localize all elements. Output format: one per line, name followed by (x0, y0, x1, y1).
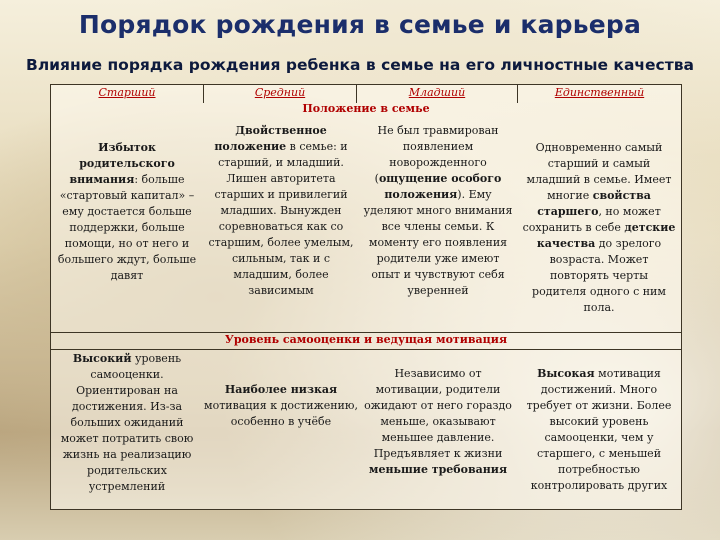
plain-text: большего ждут, больше (57, 253, 197, 266)
cell-line (357, 414, 519, 430)
bold-text: ощущение особого (378, 172, 502, 185)
plain-text: Ориентирован на (76, 384, 178, 397)
header-only: Единственный (554, 86, 645, 99)
plain-text: родительских (87, 464, 167, 477)
cell-line (53, 268, 201, 284)
cell-line (519, 430, 679, 446)
plain-text: контролировать других (530, 479, 668, 492)
cell-line (519, 284, 679, 300)
plain-text: «стартовый капитал» – (59, 189, 195, 202)
cell-line (53, 204, 201, 220)
plain-text: ). Ему (457, 188, 492, 201)
plain-text: может потратить свою (60, 432, 194, 445)
plain-text: достижений. Много (540, 383, 658, 396)
section-divider (51, 349, 681, 350)
plain-text: самооценки, чем у (544, 431, 654, 444)
bold-text: положения (384, 188, 458, 201)
cell-line (53, 351, 201, 367)
plain-text: до зрелого (595, 237, 662, 250)
cell-line (519, 300, 679, 316)
plain-text: все члены семьи. К (381, 220, 495, 233)
plain-text: ожидают от него гораздо (364, 399, 512, 412)
header-youngest: Младший (408, 86, 466, 99)
plain-text: достижения. Из-за (71, 400, 183, 413)
plain-text: давят (110, 269, 144, 282)
cell-line (203, 267, 359, 283)
cell-line (203, 171, 359, 187)
cell-line (519, 220, 679, 236)
plain-text: потребностью (558, 463, 640, 476)
plain-text: младший в семье. Имеет (526, 173, 672, 186)
cell-line (53, 220, 201, 236)
cell-motivation-oldest (53, 351, 201, 495)
plain-text: уверенней (407, 284, 469, 297)
plain-text: родителя одного с ним (532, 285, 666, 298)
bold-text: Двойственное (235, 124, 327, 137)
cell-line (203, 251, 359, 267)
cell-line (53, 415, 201, 431)
bold-text: Наиболее низкая (224, 383, 338, 396)
cell-line (203, 283, 359, 299)
slide-subtitle: Влияние порядка рождения ребенка в семье на его личностные качества (26, 56, 694, 74)
plain-text: родители уже имеют (376, 252, 500, 265)
cell-line (519, 446, 679, 462)
cell-line (53, 236, 201, 252)
section-label-motivation: Уровень самооценки и ведущая мотивация (224, 333, 508, 346)
header-middle: Средний (254, 86, 306, 99)
plain-text: Независимо от (394, 367, 482, 380)
cell-line (357, 203, 519, 219)
cell-line (203, 219, 359, 235)
cell-motivation-only (519, 366, 679, 494)
cell-line (203, 187, 359, 203)
bold-text: детские (624, 221, 676, 234)
bold-text: меньшие требования (368, 463, 508, 476)
cell-line (519, 462, 679, 478)
plain-text: устремлений (88, 480, 166, 493)
cell-line (203, 155, 359, 171)
cell-position-only (519, 140, 679, 316)
cell-line (519, 252, 679, 268)
plain-text: Предъявляет к жизни (373, 447, 503, 460)
plain-text: старший, и младший. (218, 156, 344, 169)
cell-line (357, 171, 519, 187)
plain-text: старшим, более умелым, (208, 236, 354, 249)
cell-line (357, 123, 519, 139)
cell-line (53, 431, 201, 447)
cell-line (203, 123, 359, 139)
cell-line (203, 235, 359, 251)
cell-line (357, 267, 519, 283)
plain-text: зависимым (248, 284, 314, 297)
cell-line (519, 382, 679, 398)
bold-text: Высокая (537, 367, 595, 380)
cell-line (519, 398, 679, 414)
plain-text: , но может (598, 205, 661, 218)
plain-text: повторять черты (549, 269, 649, 282)
cell-line (357, 235, 519, 251)
plain-text: самооценки. (90, 368, 164, 381)
cell-motivation-middle (201, 382, 361, 430)
plain-text: возраста. Может (549, 253, 649, 266)
cell-line (53, 367, 201, 383)
plain-text: Одновременно самый (535, 141, 663, 154)
plain-text: мотивация (594, 367, 661, 380)
cell-line (53, 447, 201, 463)
plain-text: младших. Вынужден (220, 204, 342, 217)
cell-line (203, 203, 359, 219)
plain-text: жизнь на реализацию (62, 448, 192, 461)
cell-line (519, 366, 679, 382)
cell-line (201, 382, 361, 398)
cell-line (519, 236, 679, 252)
plain-text: новорожденного (389, 156, 487, 169)
plain-text: в семье: и (286, 140, 348, 153)
plain-text: опыт и чувствуют себя (371, 268, 505, 281)
cell-line (53, 479, 201, 495)
plain-text: : больше (134, 173, 185, 186)
cell-line (357, 139, 519, 155)
cell-line (53, 463, 201, 479)
plain-text: уделяют много внимания (363, 204, 513, 217)
cell-line (53, 252, 201, 268)
cell-position-youngest (357, 123, 519, 299)
header-oldest: Старший (98, 86, 156, 99)
plain-text: меньше, оказывают (380, 415, 496, 428)
cell-line (357, 462, 519, 478)
bold-text: внимания (69, 173, 135, 186)
plain-text: особенно в учёбе (230, 415, 332, 428)
cell-line (519, 156, 679, 172)
plain-text: сильным, так и с (231, 252, 331, 265)
cell-line (357, 155, 519, 171)
cell-line (357, 382, 519, 398)
plain-text: пола. (583, 301, 615, 314)
plain-text: младшим, более (233, 268, 329, 281)
cell-line (203, 139, 359, 155)
cell-line (357, 366, 519, 382)
plain-text: старших и привилегий (214, 188, 348, 201)
birth-order-table (50, 84, 682, 510)
cell-motivation-youngest (357, 366, 519, 478)
plain-text: Не был травмирован (377, 124, 499, 137)
cell-line (53, 140, 201, 156)
plain-text: старший и самый (547, 157, 651, 170)
cell-line (519, 172, 679, 188)
cell-line (53, 383, 201, 399)
plain-text: меньшее давление. (381, 431, 495, 444)
cell-line (357, 187, 519, 203)
bold-text: Избыток (98, 141, 156, 154)
cell-line (53, 188, 201, 204)
cell-position-oldest (53, 140, 201, 284)
plain-text: сохранить в себе (522, 221, 625, 234)
cell-line (519, 188, 679, 204)
cell-line (519, 204, 679, 220)
cell-line (357, 283, 519, 299)
cell-line (519, 140, 679, 156)
cell-line (519, 414, 679, 430)
plain-text: ему достается больше (62, 205, 192, 218)
plain-text: мотивация к достижению, (204, 399, 358, 412)
plain-text: помощи, но от него и (64, 237, 190, 250)
bold-text: Высокий (72, 352, 132, 365)
cell-line (357, 446, 519, 462)
bold-text: положение (214, 140, 287, 153)
plain-text: соревноваться как со (218, 220, 344, 233)
plain-text: уровень (131, 352, 182, 365)
cell-line (53, 399, 201, 415)
plain-text: многие (547, 189, 593, 202)
cell-line (201, 414, 361, 430)
plain-text: моменту его появления (368, 236, 508, 249)
bold-text: качества (536, 237, 596, 250)
cell-line (53, 172, 201, 188)
cell-line (357, 398, 519, 414)
cell-line (53, 156, 201, 172)
plain-text: мотивации, родители (375, 383, 501, 396)
cell-line (201, 398, 361, 414)
slide-title: Порядок рождения в семье и карьера (78, 10, 642, 39)
cell-line (357, 219, 519, 235)
plain-text: ( (374, 172, 379, 185)
plain-text: Лишен авторитета (226, 172, 336, 185)
bold-text: родительского (79, 157, 175, 170)
plain-text: больших ожиданий (70, 416, 184, 429)
cell-line (519, 268, 679, 284)
plain-text: старшего, с меньшей (536, 447, 662, 460)
cell-line (357, 251, 519, 267)
plain-text: требует от жизни. Более (526, 399, 672, 412)
bold-text: старшего (537, 205, 599, 218)
plain-text: появлением (402, 140, 474, 153)
section-label-position: Положение в семье (302, 102, 430, 115)
cell-position-middle (203, 123, 359, 299)
cell-line (357, 430, 519, 446)
plain-text: высокий уровень (549, 415, 649, 428)
bold-text: свойства (592, 189, 651, 202)
plain-text: поддержки, больше (69, 221, 185, 234)
cell-line (519, 478, 679, 494)
